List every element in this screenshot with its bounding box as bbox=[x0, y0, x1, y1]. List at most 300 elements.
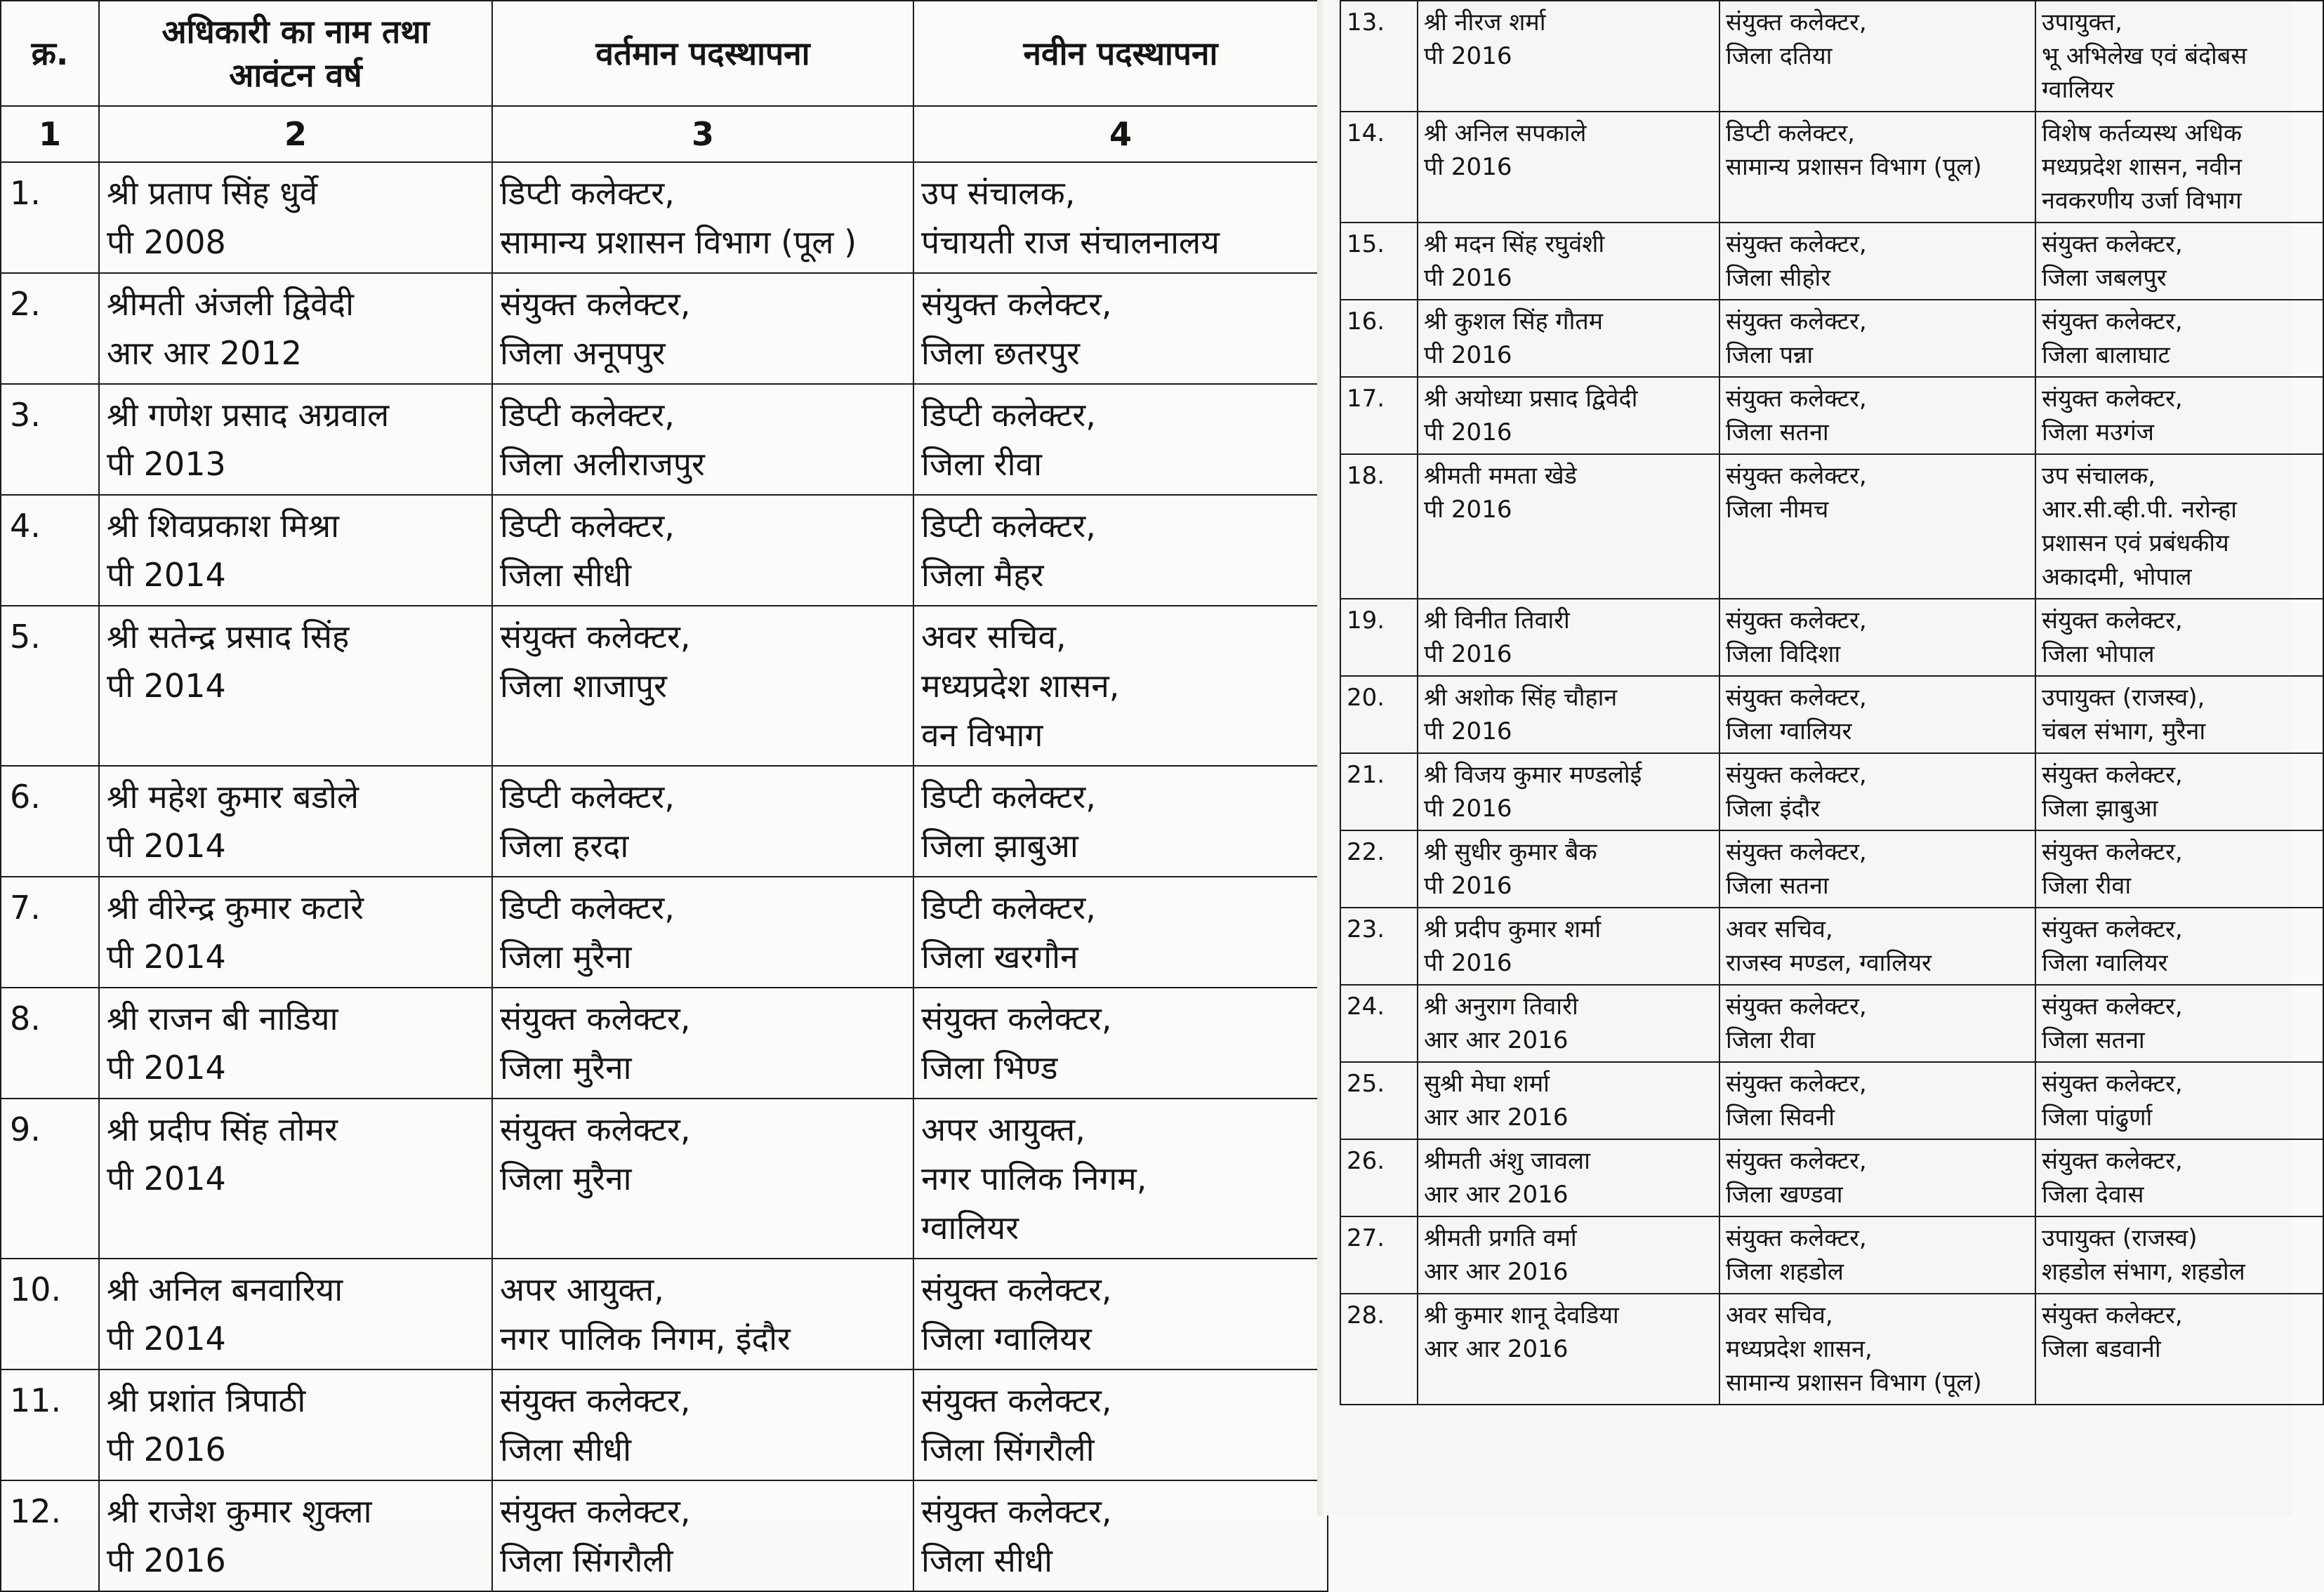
serial-number: 3. bbox=[1, 384, 99, 495]
allotment-year: पी 2014 bbox=[107, 938, 226, 976]
current-posting-line: अपर आयुक्त, bbox=[500, 1271, 664, 1308]
current-posting bbox=[492, 1259, 913, 1369]
serial-number: 12. bbox=[1, 1480, 99, 1591]
new-posting-line: डिप्टी कलेक्टर, bbox=[921, 507, 1096, 545]
current-posting bbox=[492, 766, 913, 877]
new-posting-line: संयुक्त कलेक्टर, bbox=[2042, 1070, 2183, 1098]
officer-cell bbox=[1418, 1294, 1719, 1405]
current-posting bbox=[1719, 1062, 2035, 1139]
allotment-year: पी 2014 bbox=[107, 556, 226, 594]
new-posting-line: उपायुक्त (राजस्व) bbox=[2042, 1224, 2198, 1252]
header-officer-name bbox=[99, 1, 492, 106]
table-row bbox=[1, 273, 1328, 384]
officer-name: श्री राजन बी नाडिया bbox=[107, 1000, 338, 1037]
officer-name: श्रीमती ममता खेडे bbox=[1424, 462, 1577, 490]
officer-name: श्री कुमार शानू देवडिया bbox=[1424, 1301, 1619, 1329]
current-posting-line: डिप्टी कलेक्टर, bbox=[500, 396, 675, 434]
table-row bbox=[1, 1369, 1328, 1480]
current-posting-line: डिप्टी कलेक्टर, bbox=[500, 778, 675, 816]
new-posting-line: ग्वालियर bbox=[921, 1209, 1019, 1247]
new-posting-line: जिला सिंगरौली bbox=[921, 1431, 1095, 1468]
new-posting bbox=[2035, 1139, 2323, 1216]
current-posting-line: जिला सीहोर bbox=[1726, 264, 1831, 292]
allotment-year: पी 2016 bbox=[1424, 640, 1512, 668]
officer-cell bbox=[1418, 1062, 1719, 1139]
new-posting bbox=[913, 1259, 1328, 1369]
officer-cell bbox=[99, 1259, 492, 1369]
table-row bbox=[1340, 1216, 2323, 1294]
table-row bbox=[1340, 908, 2323, 985]
new-posting-line: डिप्टी कलेक्टर, bbox=[921, 778, 1096, 816]
current-posting-line: संयुक्त कलेक्टर, bbox=[1726, 684, 1867, 712]
current-posting bbox=[1719, 830, 2035, 908]
right-table-body bbox=[1340, 1, 2323, 1405]
current-posting-line: जिला अनूपपुर bbox=[500, 334, 666, 372]
current-posting-line: मध्यप्रदेश शासन, bbox=[1726, 1335, 1873, 1363]
allotment-year: पी 2014 bbox=[107, 667, 226, 705]
new-posting bbox=[913, 1480, 1328, 1591]
officer-cell bbox=[99, 988, 492, 1099]
new-posting bbox=[2035, 753, 2323, 830]
officer-name: श्री सतेन्द्र प्रसाद सिंह bbox=[107, 618, 350, 656]
new-posting-line: उपायुक्त (राजस्व), bbox=[2042, 684, 2205, 712]
page-gutter bbox=[1317, 0, 1327, 1515]
officer-name: श्री राजेश कुमार शुक्ला bbox=[107, 1492, 372, 1530]
officer-name: श्री नीरज शर्मा bbox=[1424, 8, 1546, 37]
allotment-year: पी 2016 bbox=[1424, 872, 1512, 900]
new-posting-line: प्रशासन एवं प्रबंधकीय bbox=[2042, 529, 2229, 557]
officer-cell bbox=[1418, 599, 1719, 676]
new-posting-line: अपर आयुक्त, bbox=[921, 1110, 1085, 1148]
current-posting-line: डिप्टी कलेक्टर, bbox=[1726, 119, 1855, 147]
allotment-year: पी 2016 bbox=[107, 1431, 226, 1468]
current-posting bbox=[492, 606, 913, 766]
current-posting-line: संयुक्त कलेक्टर, bbox=[1726, 462, 1867, 490]
header-serial: क्र. bbox=[1, 1, 99, 106]
officer-name: श्री सुधीर कुमार बैक bbox=[1424, 838, 1597, 866]
new-posting-line: चंबल संभाग, मुरैना bbox=[2042, 717, 2206, 745]
new-posting-line: जिला ग्वालियर bbox=[921, 1320, 1092, 1358]
serial-number: 22. bbox=[1340, 830, 1418, 908]
new-posting-line: उप संचालक, bbox=[921, 174, 1076, 212]
column-index-3: 3 bbox=[492, 106, 913, 162]
allotment-year: पी 2016 bbox=[1424, 418, 1512, 446]
serial-number: 27. bbox=[1340, 1216, 1418, 1294]
new-posting-line: जिला भिण्ड bbox=[921, 1049, 1058, 1087]
header-new-posting: नवीन पदस्थापना bbox=[913, 1, 1328, 106]
new-posting bbox=[2035, 454, 2323, 599]
new-posting-line: संयुक्त कलेक्टर, bbox=[2042, 993, 2183, 1021]
current-posting bbox=[1719, 223, 2035, 300]
current-posting-line: अवर सचिव, bbox=[1726, 1301, 1833, 1329]
new-posting-line: जिला रीवा bbox=[921, 445, 1042, 483]
serial-number: 5. bbox=[1, 606, 99, 766]
current-posting-line: जिला सीधी bbox=[500, 556, 631, 594]
serial-number: 23. bbox=[1340, 908, 1418, 985]
current-posting bbox=[492, 495, 913, 606]
current-posting-line: जिला रीवा bbox=[1726, 1026, 1816, 1054]
serial-number: 11. bbox=[1, 1369, 99, 1480]
new-posting bbox=[913, 988, 1328, 1099]
new-posting bbox=[913, 606, 1328, 766]
officer-cell bbox=[99, 766, 492, 877]
current-posting bbox=[492, 162, 913, 273]
new-posting-line: जिला मैहर bbox=[921, 556, 1044, 594]
officer-cell bbox=[1418, 223, 1719, 300]
current-posting-line: जिला शहडोल bbox=[1726, 1258, 1844, 1286]
officer-cell bbox=[99, 495, 492, 606]
table-row bbox=[1340, 985, 2323, 1062]
serial-number: 8. bbox=[1, 988, 99, 1099]
current-posting-line: संयुक्त कलेक्टर, bbox=[1726, 8, 1867, 37]
new-posting bbox=[2035, 985, 2323, 1062]
new-posting bbox=[2035, 1062, 2323, 1139]
allotment-year: पी 2014 bbox=[107, 1160, 226, 1198]
table-row bbox=[1, 766, 1328, 877]
transfer-table-right bbox=[1340, 0, 2324, 1405]
officer-name: श्री विजय कुमार मण्डलोई bbox=[1424, 761, 1642, 789]
allotment-year: पी 2016 bbox=[1424, 153, 1512, 181]
table-row bbox=[1340, 1, 2323, 112]
table-row bbox=[1, 162, 1328, 273]
current-posting-line: संयुक्त कलेक्टर, bbox=[1726, 993, 1867, 1021]
new-posting-line: डिप्टी कलेक्टर, bbox=[921, 889, 1096, 927]
officer-cell bbox=[99, 877, 492, 988]
allotment-year: पी 2016 bbox=[1424, 42, 1512, 70]
table-row bbox=[1340, 112, 2323, 223]
new-posting-line: संयुक्त कलेक्टर, bbox=[2042, 230, 2183, 258]
officer-name: श्री वीरेन्द्र कुमार कटारे bbox=[107, 889, 364, 927]
table-row bbox=[1340, 599, 2323, 676]
officer-cell bbox=[1418, 1, 1719, 112]
table-row bbox=[1, 1099, 1328, 1259]
table-row bbox=[1, 988, 1328, 1099]
officer-name: श्री कुशल सिंह गौतम bbox=[1424, 307, 1604, 336]
right-page bbox=[1327, 0, 2292, 1515]
serial-number: 14. bbox=[1340, 112, 1418, 223]
officer-cell bbox=[1418, 908, 1719, 985]
officer-cell bbox=[99, 1099, 492, 1259]
officer-name: श्री अयोध्या प्रसाद द्विवेदी bbox=[1424, 385, 1638, 413]
new-posting bbox=[913, 384, 1328, 495]
current-posting-line: संयुक्त कलेक्टर, bbox=[1726, 1224, 1867, 1252]
current-posting bbox=[492, 988, 913, 1099]
new-posting-line: जिला खरगौन bbox=[921, 938, 1078, 976]
current-posting bbox=[1719, 1139, 2035, 1216]
officer-name: श्री अनिल बनवारिया bbox=[107, 1271, 343, 1308]
current-posting-line: जिला मुरैना bbox=[500, 1049, 632, 1087]
current-posting-line: संयुक्त कलेक्टर, bbox=[500, 1110, 691, 1148]
officer-name: श्रीमती प्रगति वर्मा bbox=[1424, 1224, 1577, 1252]
current-posting-line: डिप्टी कलेक्टर, bbox=[500, 507, 675, 545]
current-posting-line: संयुक्त कलेक्टर, bbox=[1726, 1147, 1867, 1175]
table-row bbox=[1340, 830, 2323, 908]
new-posting bbox=[2035, 1, 2323, 112]
current-posting bbox=[492, 1480, 913, 1591]
serial-number: 2. bbox=[1, 273, 99, 384]
serial-number: 16. bbox=[1340, 300, 1418, 377]
new-posting-line: वन विभाग bbox=[921, 716, 1043, 754]
allotment-year: पी 2008 bbox=[107, 223, 226, 261]
allotment-year: पी 2016 bbox=[1424, 341, 1512, 369]
officer-name: श्री विनीत तिवारी bbox=[1424, 606, 1570, 635]
new-posting-line: उप संचालक, bbox=[2042, 462, 2156, 490]
table-row bbox=[1, 1259, 1328, 1369]
column-index-row bbox=[1, 106, 1328, 162]
new-posting-line: अवर सचिव, bbox=[921, 618, 1067, 656]
current-posting bbox=[1719, 300, 2035, 377]
new-posting-line: पंचायती राज संचालनालय bbox=[921, 223, 1220, 261]
new-posting-line: जिला ग्वालियर bbox=[2042, 949, 2168, 977]
new-posting-line: शहडोल संभाग, शहडोल bbox=[2042, 1258, 2245, 1286]
new-posting-line: संयुक्त कलेक्टर, bbox=[2042, 1301, 2183, 1329]
current-posting bbox=[1719, 908, 2035, 985]
table-row bbox=[1, 384, 1328, 495]
current-posting bbox=[1719, 377, 2035, 454]
allotment-year: पी 2016 bbox=[1424, 795, 1512, 823]
new-posting-line: संयुक्त कलेक्टर, bbox=[2042, 838, 2183, 866]
new-posting bbox=[2035, 223, 2323, 300]
new-posting bbox=[2035, 599, 2323, 676]
allotment-year: पी 2016 bbox=[1424, 496, 1512, 524]
allotment-year: पी 2013 bbox=[107, 445, 226, 483]
new-posting-line: संयुक्त कलेक्टर, bbox=[2042, 606, 2183, 635]
current-posting bbox=[1719, 985, 2035, 1062]
officer-name: श्रीमती अंजली द्विवेदी bbox=[107, 285, 355, 323]
new-posting-line: संयुक्त कलेक्टर, bbox=[921, 1271, 1112, 1308]
current-posting-line: जिला अलीराजपुर bbox=[500, 445, 705, 483]
officer-cell bbox=[99, 606, 492, 766]
new-posting-line: जिला झाबुआ bbox=[921, 827, 1078, 865]
current-posting-line: जिला मुरैना bbox=[500, 1160, 632, 1198]
new-posting-line: उपायुक्त, bbox=[2042, 8, 2122, 37]
header-row bbox=[1, 1, 1328, 106]
officer-name: श्रीमती अंशु जावला bbox=[1424, 1147, 1590, 1175]
serial-number: 24. bbox=[1340, 985, 1418, 1062]
allotment-year: आर आर 2016 bbox=[1424, 1335, 1569, 1363]
serial-number: 4. bbox=[1, 495, 99, 606]
table-row bbox=[1340, 454, 2323, 599]
allotment-year: पी 2016 bbox=[1424, 717, 1512, 745]
new-posting bbox=[913, 1099, 1328, 1259]
current-posting-line: जिला पन्ना bbox=[1726, 341, 1814, 369]
serial-number: 10. bbox=[1, 1259, 99, 1369]
current-posting-line: संयुक्त कलेक्टर, bbox=[500, 1000, 691, 1037]
new-posting bbox=[913, 495, 1328, 606]
new-posting bbox=[2035, 377, 2323, 454]
officer-cell bbox=[99, 384, 492, 495]
new-posting-line: जिला बडवानी bbox=[2042, 1335, 2161, 1363]
new-posting bbox=[2035, 676, 2323, 753]
current-posting-line: जिला हरदा bbox=[500, 827, 629, 865]
allotment-year: पी 2016 bbox=[1424, 949, 1512, 977]
allotment-year: पी 2014 bbox=[107, 1320, 226, 1358]
allotment-year: आर आर 2016 bbox=[1424, 1258, 1569, 1286]
new-posting-line: डिप्टी कलेक्टर, bbox=[921, 396, 1096, 434]
officer-cell bbox=[99, 1480, 492, 1591]
current-posting-line: राजस्व मण्डल, ग्वालियर bbox=[1726, 949, 1932, 977]
current-posting-line: जिला सतना bbox=[1726, 418, 1829, 446]
allotment-year: आर आर 2012 bbox=[107, 334, 302, 372]
table-row bbox=[1340, 753, 2323, 830]
current-posting-line: संयुक्त कलेक्टर, bbox=[500, 285, 691, 323]
new-posting-line: जिला भोपाल bbox=[2042, 640, 2155, 668]
officer-name: श्री प्रताप सिंह धुर्वे bbox=[107, 174, 318, 212]
serial-number: 6. bbox=[1, 766, 99, 877]
new-posting bbox=[2035, 300, 2323, 377]
current-posting bbox=[1719, 1216, 2035, 1294]
current-posting bbox=[492, 384, 913, 495]
serial-number: 18. bbox=[1340, 454, 1418, 599]
current-posting bbox=[1719, 599, 2035, 676]
officer-cell bbox=[1418, 454, 1719, 599]
allotment-year: आर आर 2016 bbox=[1424, 1103, 1569, 1132]
current-posting-line: संयुक्त कलेक्टर, bbox=[500, 618, 691, 656]
current-posting bbox=[492, 1369, 913, 1480]
officer-cell bbox=[99, 1369, 492, 1480]
officer-name: श्री प्रदीप कुमार शर्मा bbox=[1424, 915, 1602, 943]
officer-name: श्री मदन सिंह रघुवंशी bbox=[1424, 230, 1605, 258]
current-posting-line: जिला सीधी bbox=[500, 1431, 631, 1468]
officer-cell bbox=[1418, 112, 1719, 223]
new-posting-line: संयुक्त कलेक्टर, bbox=[2042, 761, 2183, 789]
current-posting-line: संयुक्त कलेक्टर, bbox=[500, 1492, 691, 1530]
allotment-year: पी 2016 bbox=[1424, 264, 1512, 292]
serial-number: 21. bbox=[1340, 753, 1418, 830]
current-posting-line: संयुक्त कलेक्टर, bbox=[1726, 230, 1867, 258]
new-posting-line: जिला देवास bbox=[2042, 1181, 2144, 1209]
serial-number: 25. bbox=[1340, 1062, 1418, 1139]
current-posting-line: जिला खण्डवा bbox=[1726, 1181, 1843, 1209]
current-posting bbox=[492, 273, 913, 384]
current-posting-line: संयुक्त कलेक्टर, bbox=[1726, 606, 1867, 635]
serial-number: 9. bbox=[1, 1099, 99, 1259]
table-row bbox=[1340, 300, 2323, 377]
officer-name: श्री महेश कुमार बडोले bbox=[107, 778, 359, 816]
new-posting bbox=[913, 1369, 1328, 1480]
current-posting-line: जिला दतिया bbox=[1726, 42, 1833, 70]
new-posting-line: संयुक्त कलेक्टर, bbox=[2042, 915, 2183, 943]
new-posting-line: आर.सी.व्ही.पी. नरोन्हा bbox=[2042, 496, 2237, 524]
new-posting-line: अकादमी, भोपाल bbox=[2042, 563, 2192, 591]
new-posting bbox=[2035, 830, 2323, 908]
new-posting-line: नवकरणीय उर्जा विभाग bbox=[2042, 187, 2242, 215]
new-posting-line: जिला सतना bbox=[2042, 1026, 2145, 1054]
current-posting-line: जिला ग्वालियर bbox=[1726, 717, 1852, 745]
new-posting-line: विशेष कर्तव्यस्थ अधिक bbox=[2042, 119, 2243, 147]
new-posting-line: जिला बालाघाट bbox=[2042, 341, 2170, 369]
table-row bbox=[1, 606, 1328, 766]
column-index-1: 1 bbox=[1, 106, 99, 162]
serial-number: 17. bbox=[1340, 377, 1418, 454]
new-posting-line: मध्यप्रदेश शासन, bbox=[921, 667, 1120, 705]
current-posting bbox=[1719, 454, 2035, 599]
new-posting bbox=[2035, 908, 2323, 985]
new-posting-line: जिला छतरपुर bbox=[921, 334, 1080, 372]
new-posting bbox=[913, 162, 1328, 273]
table-row bbox=[1340, 1294, 2323, 1405]
new-posting bbox=[2035, 1294, 2323, 1405]
serial-number: 20. bbox=[1340, 676, 1418, 753]
new-posting-line: संयुक्त कलेक्टर, bbox=[2042, 307, 2183, 336]
officer-name: श्री शिवप्रकाश मिश्रा bbox=[107, 507, 340, 545]
new-posting-line: संयुक्त कलेक्टर, bbox=[921, 1492, 1112, 1530]
officer-cell bbox=[1418, 676, 1719, 753]
new-posting-line: संयुक्त कलेक्टर, bbox=[921, 1000, 1112, 1037]
allotment-year: पी 2016 bbox=[107, 1541, 226, 1579]
allotment-year: आर आर 2016 bbox=[1424, 1181, 1569, 1209]
current-posting-line: जिला शाजापुर bbox=[500, 667, 667, 705]
serial-number: 19. bbox=[1340, 599, 1418, 676]
current-posting-line: संयुक्त कलेक्टर, bbox=[1726, 1070, 1867, 1098]
current-posting-line: संयुक्त कलेक्टर, bbox=[1726, 761, 1867, 789]
serial-number: 13. bbox=[1340, 1, 1418, 112]
current-posting-line: जिला नीमच bbox=[1726, 496, 1829, 524]
new-posting-line: जिला मउगंज bbox=[2042, 418, 2155, 446]
officer-cell bbox=[1418, 300, 1719, 377]
serial-number: 7. bbox=[1, 877, 99, 988]
new-posting bbox=[913, 273, 1328, 384]
header-name-line2: आवंटन वर्ष bbox=[229, 56, 362, 94]
new-posting bbox=[913, 766, 1328, 877]
officer-cell bbox=[1418, 830, 1719, 908]
serial-number: 15. bbox=[1340, 223, 1418, 300]
officer-cell bbox=[99, 273, 492, 384]
table-row bbox=[1340, 676, 2323, 753]
current-posting-line: अवर सचिव, bbox=[1726, 915, 1833, 943]
current-posting-line: सामान्य प्रशासन विभाग (पूल) bbox=[1726, 153, 1982, 181]
table-row bbox=[1340, 377, 2323, 454]
new-posting-line: संयुक्त कलेक्टर, bbox=[2042, 385, 2183, 413]
header-current-posting: वर्तमान पदस्थापना bbox=[492, 1, 913, 106]
column-index-2: 2 bbox=[99, 106, 492, 162]
header-name-line1: अधिकारी का नाम तथा bbox=[161, 13, 430, 51]
officer-cell bbox=[1418, 377, 1719, 454]
current-posting-line: जिला इंदौर bbox=[1726, 795, 1821, 823]
new-posting-line: ग्वालियर bbox=[2042, 76, 2114, 104]
current-posting-line: सामान्य प्रशासन विभाग (पूल) bbox=[1726, 1369, 1982, 1397]
officer-name: श्री गणेश प्रसाद अग्रवाल bbox=[107, 396, 390, 434]
table-row bbox=[1, 1480, 1328, 1591]
new-posting bbox=[2035, 1216, 2323, 1294]
table-row bbox=[1340, 223, 2323, 300]
serial-number: 28. bbox=[1340, 1294, 1418, 1405]
new-posting-line: जिला सीधी bbox=[921, 1541, 1052, 1579]
current-posting bbox=[1719, 676, 2035, 753]
new-posting-line: संयुक्त कलेक्टर, bbox=[921, 285, 1112, 323]
new-posting bbox=[2035, 112, 2323, 223]
new-posting-line: मध्यप्रदेश शासन, नवीन bbox=[2042, 153, 2243, 181]
current-posting-line: संयुक्त कलेक्टर, bbox=[1726, 838, 1867, 866]
current-posting-line: जिला सिवनी bbox=[1726, 1103, 1835, 1132]
officer-cell bbox=[1418, 1216, 1719, 1294]
officer-cell bbox=[1418, 753, 1719, 830]
column-index-4: 4 bbox=[913, 106, 1328, 162]
current-posting-line: संयुक्त कलेक्टर, bbox=[1726, 307, 1867, 336]
current-posting-line: जिला विदिशा bbox=[1726, 640, 1841, 668]
current-posting bbox=[492, 877, 913, 988]
officer-name: सुश्री मेघा शर्मा bbox=[1424, 1070, 1550, 1098]
officer-cell bbox=[1418, 1139, 1719, 1216]
new-posting-line: जिला पांढुर्णा bbox=[2042, 1103, 2153, 1132]
left-table-body bbox=[1, 162, 1328, 1591]
table-row bbox=[1, 495, 1328, 606]
table-row bbox=[1340, 1062, 2323, 1139]
officer-cell bbox=[1418, 985, 1719, 1062]
allotment-year: पी 2014 bbox=[107, 1049, 226, 1087]
current-posting-line: नगर पालिक निगम, इंदौर bbox=[500, 1320, 791, 1358]
new-posting-line: भू अभिलेख एवं बंदोबस bbox=[2042, 42, 2247, 70]
